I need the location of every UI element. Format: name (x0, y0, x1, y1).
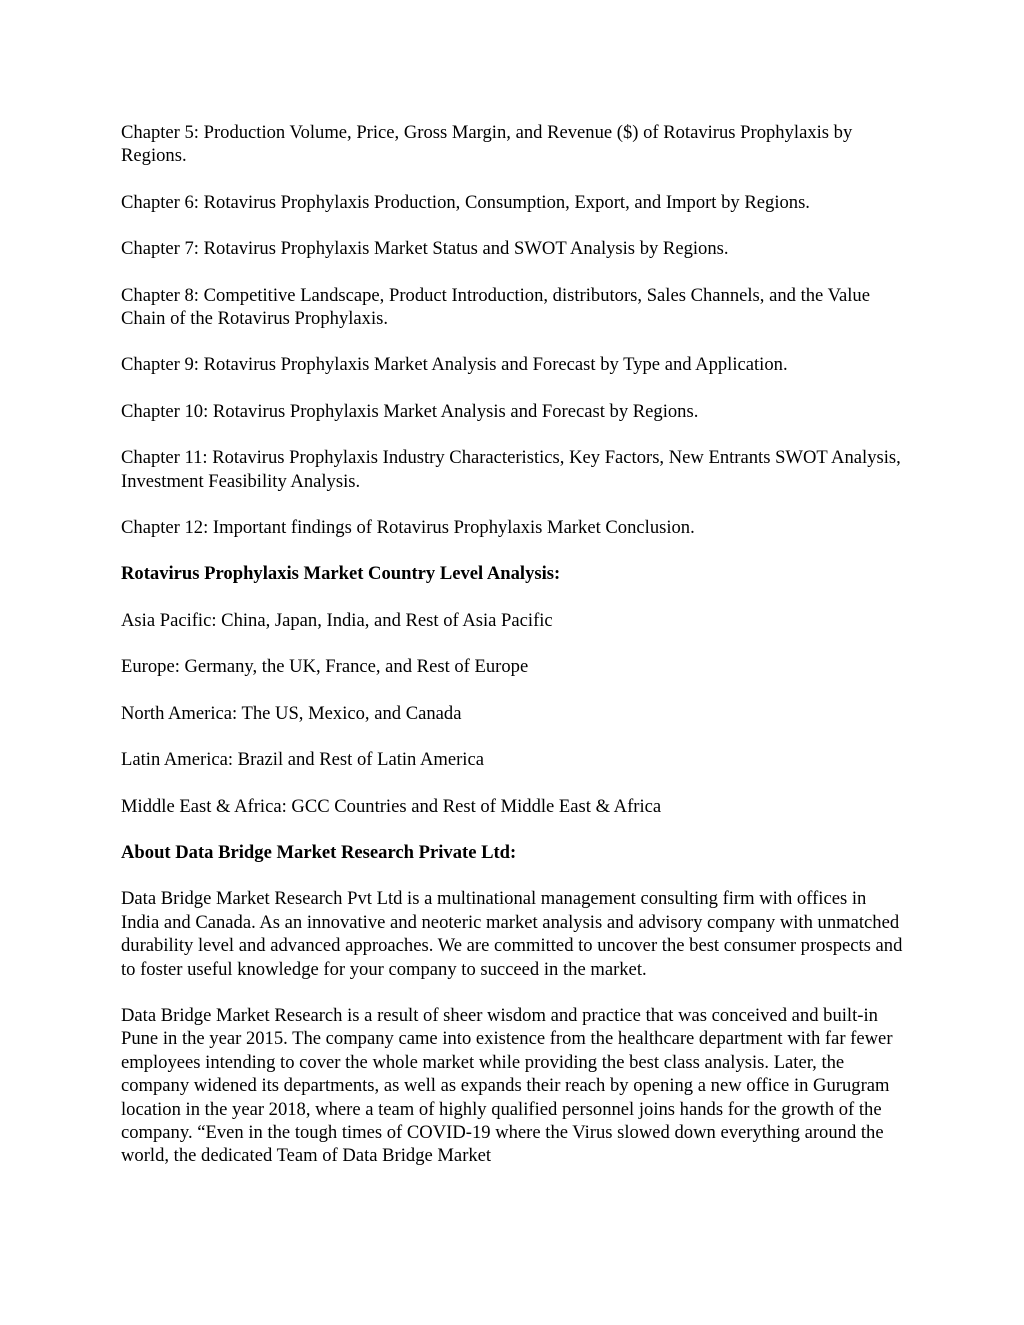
chapter-9: Chapter 9: Rotavirus Prophylaxis Market Analysis and Forecast by Type and Application. (121, 354, 788, 376)
chapter-5: Chapter 5: Production Volume, Price, Gross Margin, and Revenue ($) of Rotavirus Prophylaxis by Regions. (121, 122, 853, 167)
about-paragraph-1: Data Bridge Market Research Pvt Ltd is a multinational management consulting firm with offices in India and Canada. As an innovative and neoteric market analysis and advisory company with unmatched durability level and advanced approaches. We are committed to uncover the best consumer prospects and to foster useful knowledge for your company to succeed in the market. (121, 888, 903, 980)
about-heading: About Data Bridge Market Research Private Ltd: (121, 841, 517, 863)
region-middle-east-africa: Middle East & Africa: GCC Countries and Rest of Middle East & Africa (121, 795, 662, 817)
chapter-11: Chapter 11: Rotavirus Prophylaxis Industry Characteristics, Key Factors, New Entrants SWOT Analysis, Investment Feasibility Analysis. (121, 447, 901, 492)
chapter-7: Chapter 7: Rotavirus Prophylaxis Market Status and SWOT Analysis by Regions. (121, 238, 729, 260)
chapter-8: Chapter 8: Competitive Landscape, Product Introduction, distributors, Sales Channels, and the Value Chain of the Rotavirus Prophylaxis. (121, 284, 870, 330)
chapter-6: Chapter 6: Rotavirus Prophylaxis Production, Consumption, Export, and Import by Regions. (121, 191, 810, 213)
document-page (121, 121, 906, 1191)
country-level-heading: Rotavirus Prophylaxis Market Country Level Analysis: (121, 563, 561, 585)
region-europe: Europe: Germany, the UK, France, and Rest of Europe (121, 656, 529, 678)
region-latin-america: Latin America: Brazil and Rest of Latin America (121, 749, 484, 771)
chapter-12: Chapter 12: Important findings of Rotavirus Prophylaxis Market Conclusion. (121, 517, 695, 539)
about-paragraph-2: Data Bridge Market Research is a result of sheer wisdom and practice that was conceived and built-in Pune in the year 2015. The company came into existence from the healthcare department with far fewer employees intending to cover the whole market while providing the best class analysis. Later, the company widened its departments, as well as expands their reach by opening a new office in Gurugram location in the year 2018, where a team of highly qualified personnel joins hands for the growth of the company. “Even in the tough times of COVID-19 where the Virus slowed down everything around the world, the dedicated Team of Data Bridge Market (121, 1004, 893, 1167)
region-north-america: North America: The US, Mexico, and Canada (121, 702, 462, 724)
chapter-10: Chapter 10: Rotavirus Prophylaxis Market Analysis and Forecast by Regions. (121, 400, 699, 422)
region-asia-pacific: Asia Pacific: China, Japan, India, and Rest of Asia Pacific (121, 609, 553, 631)
